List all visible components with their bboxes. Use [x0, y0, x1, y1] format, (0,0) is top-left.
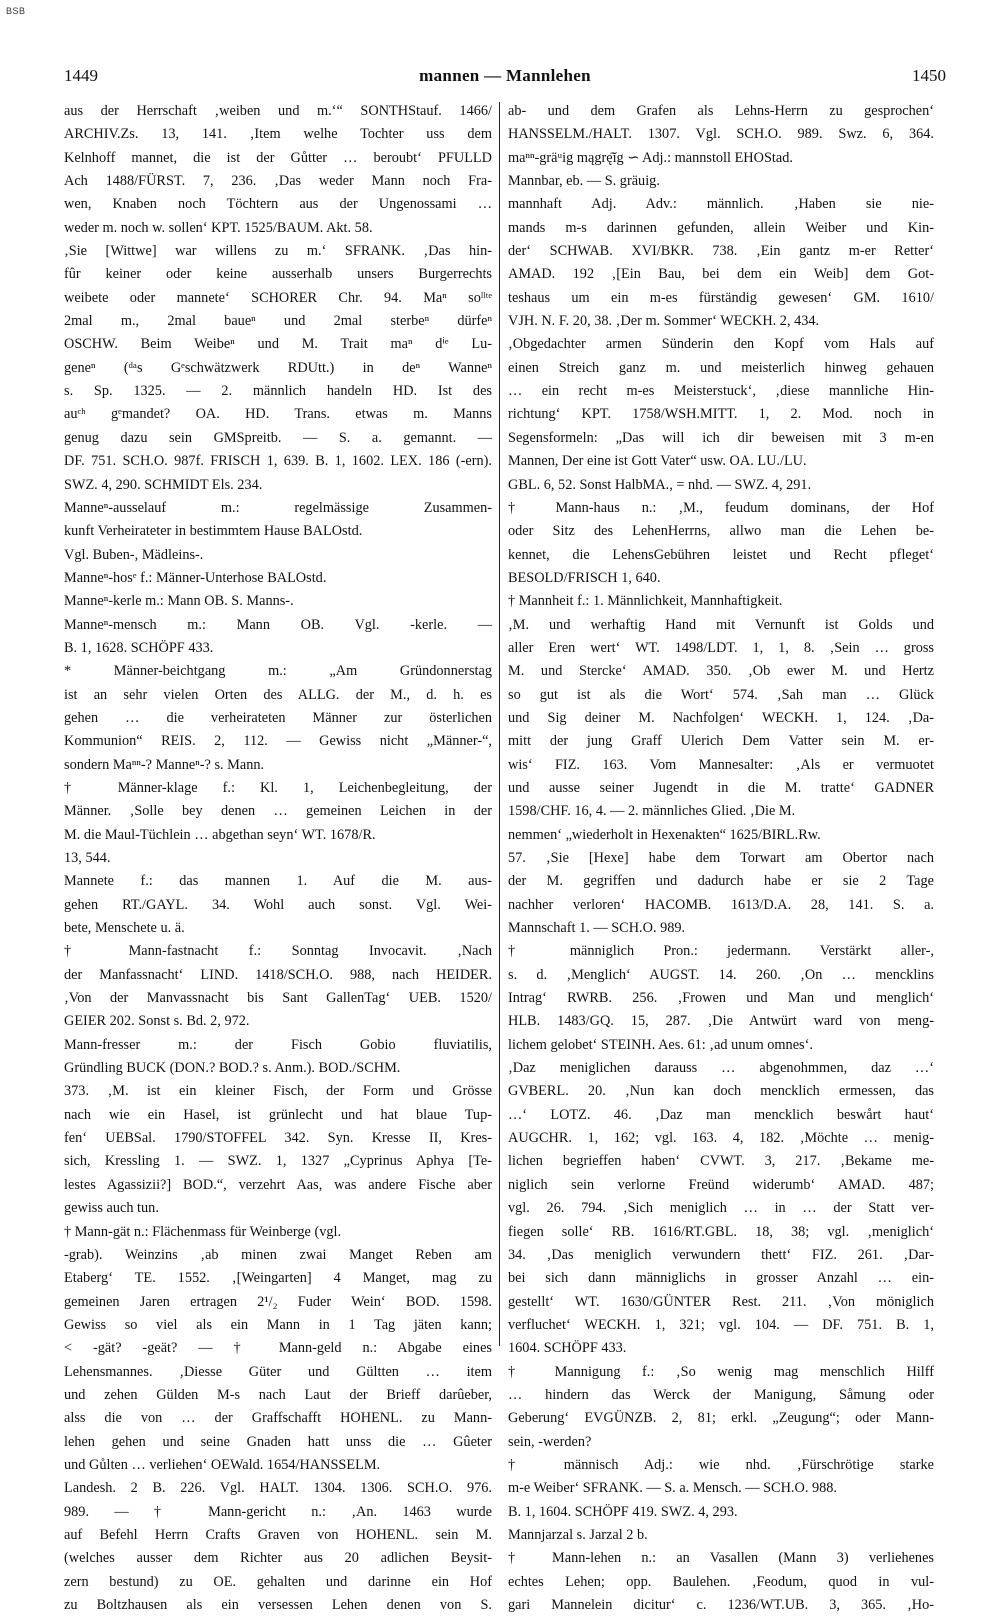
text-line: < -gät? -geät? — † Mann-geld n.: Abgabe eines — [64, 1340, 492, 1357]
text-line: GEIER 202. Sonst s. Bd. 2, 972. — [64, 1013, 250, 1030]
text-line: Kelnhoff mannet, die ist der Gůtter … beroubt‘ PFULLD — [64, 149, 492, 166]
text-line: zern bestund) zu OE. gehalten und darinne ein Hof — [64, 1573, 492, 1590]
text-line: Manneⁿ-hosᵉ f.: Männer-Unterhose BALOstd. — [64, 569, 327, 586]
text-line: B. 1, 1604. SCHÖPF 419. SWZ. 4, 293. — [508, 1503, 738, 1520]
text-line: kunft Verheirateter in bestimmtem Hause BALOstd. — [64, 523, 363, 540]
text-line: GBL. 6, 52. Sonst HalbMA., = nhd. — SWZ. 4, 291. — [508, 476, 812, 493]
text-line: weibete oder mannete‘ SCHORER Chr. 94. Maⁿ soˡˡᵗᵉ — [64, 289, 492, 306]
text-line: geneⁿ (ᵈᵃs Gᵉschwätzwerk RDUtt.) in deⁿ Wanneⁿ — [64, 359, 492, 376]
text-line: so gut ist als die Wort‘ 574. ‚Sah man … Glück — [508, 686, 934, 703]
text-line: aus der Herrschaft ‚weiben und m.‘“ SONTHStauf. 1466/ — [64, 103, 492, 119]
text-line: bete, Menschete u. ä. — [64, 920, 185, 937]
text-line: …‘ LOTZ. 46. ‚Daz man mencklich beswårt haut‘ — [508, 1106, 934, 1123]
text-line: der Manfassnacht‘ LIND. 1418/SCH.O. 988, nach HEIDER. — [64, 966, 492, 983]
text-line: ab- und dem Grafen als Lehns-Herrn zu gesprochen‘ — [508, 103, 934, 119]
text-line: † Mann-haus n.: ‚M., feudum dominans, der Hof — [508, 499, 934, 516]
library-stamp: BSB — [6, 6, 26, 16]
text-line: alss die von … der Graffschafft HOHENL. zu Mann- — [64, 1410, 492, 1427]
text-line: B. 1, 1628. SCHÖPF 433. — [64, 639, 214, 656]
text-line: einen Streich ganz m. und meisterlich hinweg gehauen — [508, 359, 934, 376]
text-line: kennet, die LehensGebühren leistet und Recht pfleget‘ — [508, 546, 934, 563]
text-line: 373. ‚M. ist ein kleiner Fisch, der Form und Grösse — [64, 1083, 492, 1100]
text-line: Mannjarzal s. Jarzal 2 b. — [508, 1526, 648, 1543]
text-line: Ach 1488/FÜRST. 7, 236. ‚Das weder Mann noch Fra- — [64, 173, 492, 190]
text-line: ‚Obgedachter armen Sünderin den Kopf vom Hals auf — [508, 336, 934, 353]
text-line: Männer. ‚Solle bey denen … gemeinen Leichen in der — [64, 803, 492, 820]
text-line: HLB. 1483/GQ. 15, 287. ‚Die Antwürt ward von meng- — [508, 1013, 934, 1030]
text-line: Intrag‘ RWRB. 256. ‚Frowen und Man und menglich‘ — [508, 990, 934, 1007]
text-line: lichem gelobet‘ STEINH. Aes. 61: ‚ad unum omnes‘. — [508, 1036, 813, 1053]
text-line: … hindern das Werck der Manigung, Såmung oder — [508, 1386, 934, 1403]
text-line: DF. 751. SCH.O. 987f. FRISCH 1, 639. B. 1, 1602. LEX. 186 (-ern). — [64, 453, 492, 470]
text-line: Manneⁿ-ausselauf m.: regelmässige Zusammen- — [64, 499, 492, 516]
text-line: † Mannigung f.: ‚So wenig mag menschlich Hilff — [508, 1363, 934, 1380]
text-line: Kommunion“ REIS. 2, 112. — Gewiss nicht „Männer-“, — [64, 733, 492, 750]
text-line: ‚M. und werhaftig Hand mit Vernunft ist Golds und — [508, 616, 934, 633]
text-line: AUGCHR. 1, 162; vgl. 163. 4, 182. ‚Möchte … menig- — [508, 1130, 934, 1147]
text-line: -grab). Weinzins ‚ab minen zwai Manget Reben am — [64, 1246, 492, 1263]
text-line: VJH. N. F. 20, 38. ‚Der m. Sommer‘ WECKH. 2, 434. — [508, 313, 820, 330]
page-header — [64, 66, 946, 94]
text-line: verfluchet‘ WECKH. 1, 321; vgl. 104. — DF. 751. B. 1, — [508, 1316, 934, 1333]
text-line: gari Mannelein dicitur‘ c. 1236/WT.UB. 3, 365. ‚Ho- — [508, 1597, 934, 1613]
text-line: Mann-fresser m.: der Fisch Gobio fluviatilis, — [64, 1036, 492, 1053]
text-line: Mannete f.: das mannen 1. Auf die M. aus- — [64, 873, 492, 890]
text-line: ist an sehr vielen Orten des ALLG. der M., d. h. es — [64, 686, 492, 703]
page-number-left: 1449 — [64, 66, 98, 85]
text-line: gestellt‘ WT. 1630/GÜNTER Rest. 211. ‚Von möniglich — [508, 1293, 934, 1310]
text-line: ‚Von der Manvassnacht bis Sant GallenTag‘ UEB. 1520/ — [64, 990, 492, 1007]
text-line: … ein recht m-es Meisterstuck‘, ‚diese mannliche Hin- — [508, 383, 934, 400]
text-line: † Männer-klage f.: Kl. 1, Leichenbegleitung, der — [64, 779, 492, 796]
text-line: genug dazu sein GMSpreitb. — S. a. gemannt. — — [64, 429, 492, 446]
text-line: echtes Lehen; opp. Baulehen. ‚Feodum, quod in vul- — [508, 1573, 934, 1590]
right-column — [508, 100, 934, 1617]
text-line: nach wie ein Hasel, ist grünlecht und hat blaue Tup- — [64, 1106, 492, 1123]
text-line: HANSSELM./HALT. 1307. Vgl. SCH.O. 989. Swz. 6, 364. — [508, 126, 934, 143]
text-line: mands m-s darinnen gefunden, allein Weiber und Kin- — [508, 219, 934, 236]
page-number-right: 1450 — [912, 66, 946, 85]
text-line: auf Befehl Herrn Crafts Graven von HOHENL. sein M. — [64, 1526, 492, 1543]
text-line: und zehen Gülden M-s nach Laut der Brieff darûeber, — [64, 1386, 492, 1403]
text-line: sein, -werden? — [508, 1433, 592, 1450]
text-line: † Mannheit f.: 1. Männlichkeit, Mannhaftigkeit. — [508, 593, 783, 610]
text-line: mannhaft Adj. Adv.: männlich. ‚Haben sie nie- — [508, 196, 934, 213]
text-line: Manneⁿ-kerle m.: Mann OB. S. Manns-. — [64, 593, 294, 610]
text-line: 989. — † Mann-gericht n.: ‚An. 1463 wurde — [64, 1503, 492, 1520]
text-line: Vgl. Buben-, Mädleins-. — [64, 546, 204, 563]
text-line: Gründling BUCK (DON.? BOD.? s. Anm.). BOD./SCHM. — [64, 1060, 401, 1077]
text-line: † Mann-gät n.: Flächenmass für Weinberge (vgl. — [64, 1223, 342, 1240]
text-line: und ausse seiner Jugendt in die M. tratte‘ GADNER — [508, 779, 934, 796]
text-line: 13, 544. — [64, 850, 111, 866]
text-line: 1604. SCHÖPF 433. — [508, 1340, 627, 1357]
text-line: * Männer-beichtgang m.: „Am Gründonnerstag — [64, 663, 492, 680]
text-line: Mannen, Der eine ist Gott Vater“ usw. OA. LU./LU. — [508, 453, 807, 470]
text-line: † Mann-lehen n.: an Vasallen (Mann 3) verliehenes — [508, 1550, 934, 1567]
text-line: OSCHW. Beim Weibeⁿ und M. Trait maⁿ dⁱᵉ Lu- — [64, 336, 492, 353]
text-line: M. die Maul-Tüchlein … abgethan seyn‘ WT. 1678/R. — [64, 826, 376, 843]
text-line: fiegen solle‘ RB. 1616/RT.GBL. 18, 38; vgl. ‚meniglich‘ — [508, 1223, 934, 1240]
text-line: der‘ SCHWAB. XVI/BKR. 738. ‚Ein gantz m-er Retter‘ — [508, 243, 934, 260]
text-line: Landesh. 2 B. 226. Vgl. HALT. 1304. 1306. SCH.O. 976. — [64, 1480, 492, 1497]
text-line: (welches ausser dem Richter aus 20 adlichen Beysit- — [64, 1550, 492, 1567]
text-line: maⁿⁿ-gräᵘig mągrę̄ĭg ∽ Adj.: mannstoll EHOStad. — [508, 149, 793, 166]
text-line: gemeinen Jaren ertragen 2¹/₂ Fuder Wein‘ BOD. 1598. — [64, 1293, 492, 1310]
left-column — [64, 100, 492, 1617]
text-line: sich, Kressling 1. — SWZ. 1, 1327 „Cyprinus Aphya [Te- — [64, 1153, 492, 1170]
text-line: lehen gehen und seine Gnaden hatt unss die … Gûeter — [64, 1433, 492, 1450]
text-line: wen, Knaben noch Töchtern aus der Ungenossami … — [64, 196, 492, 213]
text-line: Manneⁿ-mensch m.: Mann OB. Vgl. -kerle. — — [64, 616, 492, 633]
text-line: Mannbar, eb. — S. gräuig. — [508, 173, 660, 190]
text-line: wis‘ FIZ. 163. Vom Mannesalter: ‚Als er vermuotet — [508, 756, 934, 773]
text-line: fen‘ UEBSal. 1790/STOFFEL 342. Syn. Kresse II, Kres- — [64, 1130, 492, 1147]
text-line: mitt der jung Graff Ulerich Dem Vatter sein M. er- — [508, 733, 934, 750]
text-line: ARCHIV.Zs. 13, 141. ‚Item welhe Tochter uss dem — [64, 126, 492, 143]
text-line: gehen … die verheirateten Männer zur österlichen — [64, 709, 492, 726]
text-line: M. und Stercke‘ AMAD. 350. ‚Ob ewer M. und Hertz — [508, 663, 934, 680]
text-line: nemmen‘ „wiederholt in Hexenakten“ 1625/BIRL.Rw. — [508, 826, 821, 843]
text-line: oder Sitz des LehenHerrns, allwo man die Lehen be- — [508, 523, 934, 540]
text-line: nachher verloren‘ HACOMB. 1613/D.A. 28, 141. S. a. — [508, 896, 934, 913]
text-line: zu Boltzhausen als ein versessen Lehen denen von S. — [64, 1597, 492, 1613]
text-line: auᶜʰ gᵉmandet? OA. HD. Trans. etwas m. Manns — [64, 406, 492, 423]
text-line: gehen RT./GAYL. 34. Wohl auch sonst. Vgl. Wei- — [64, 896, 492, 913]
text-line: 2mal m., 2mal baueⁿ und 2mal sterbeⁿ dürfeⁿ — [64, 313, 492, 330]
text-line: bei sich dann männiglichs in grosser Anzahl … ein- — [508, 1270, 934, 1287]
running-title: mannen — Mannlehen — [419, 66, 591, 85]
text-line: † Mann-fastnacht f.: Sonntag Invocavit. ‚Nach — [64, 943, 492, 960]
text-line: niglich sein verlorne Freünd widerumb‘ AMAD. 487; — [508, 1176, 934, 1193]
text-line: 57. ‚Sie [Hexe] habe dem Torwart am Obertor nach — [508, 850, 934, 866]
text-line: richtung‘ KPT. 1758/WSH.MITT. 1, 2. Mod. noch in — [508, 406, 934, 423]
text-line: aller Eren wert‘ WT. 1498/LDT. 1, 1, 8. ‚Sein … gross — [508, 639, 934, 656]
text-line: AMAD. 192 ‚[Ein Bau, bei dem ein Weib] dem Got- — [508, 266, 934, 283]
text-line: vgl. 26. 794. ‚Sich meniglich … in … der Statt ver- — [508, 1200, 934, 1217]
text-line: gewiss auch tun. — [64, 1200, 159, 1217]
text-line: lestes Agassizii?] BOD.“, verzehrt Aas, was andere Fische aber — [64, 1176, 492, 1193]
text-line: sondern Maⁿⁿ-? Manneⁿ-? s. Mann. — [64, 756, 265, 773]
column-divider — [499, 102, 500, 1346]
text-line: GVBERL. 20. ‚Nun kan doch mencklich ermessen, das — [508, 1083, 934, 1100]
text-line: ‚Daz meniglichen darauss … abgenohmmen, daz …‘ — [508, 1060, 934, 1077]
text-line: Etaberg‘ TE. 1552. ‚[Weingarten] 4 Manget, mag zu — [64, 1270, 492, 1287]
text-line: Mannschaft 1. — SCH.O. 989. — [508, 920, 686, 937]
text-line: m-e Weiber‘ SFRANK. — S. a. Mensch. — SCH.O. 988. — [508, 1480, 837, 1497]
text-line: und Gůlten … verliehen‘ OEWald. 1654/HANSSELM. — [64, 1456, 381, 1473]
text-line: Lehensmannes. ‚Diesse Güter und Gültten … item — [64, 1363, 492, 1380]
text-line: † männisch Adj.: wie nhd. ‚Fürschrötige starke — [508, 1456, 934, 1473]
text-line: Geberung‘ EVGÜNZB. 2, 81; erkl. „Zeugung“; oder Mann- — [508, 1410, 934, 1427]
text-line: ‚Sie [Wittwe] war willens zu m.‘ SFRANK. ‚Das hin- — [64, 243, 492, 260]
text-line: fûr keiner oder keine ausserhalb unsers Burgerrechts — [64, 266, 492, 283]
text-line: teshaus um ein m-es fürständig gewesen‘ GM. 1610/ — [508, 289, 934, 306]
text-line: der M. gegriffen und dadurch habe er sie 2 Tage — [508, 873, 934, 890]
text-line: und Sig deiner M. Nachfolgen‘ WECKH. 1, 124. ‚Da- — [508, 709, 934, 726]
text-line: SWZ. 4, 290. SCHMIDT Els. 234. — [64, 476, 263, 493]
text-line: † männiglich Pron.: jedermann. Verstärkt aller-, — [508, 943, 934, 960]
text-line: Gewiss so viel als ein Mann in 1 Tag jäten kann; — [64, 1316, 492, 1333]
text-line: lichen begrieffen haben‘ CVWT. 3, 217. ‚Bekame me- — [508, 1153, 934, 1170]
text-line: BESOLD/FRISCH 1, 640. — [508, 569, 661, 586]
text-line: weder m. noch w. sollen‘ KPT. 1525/BAUM. Akt. 58. — [64, 219, 373, 236]
text-line: s. d. ‚Menglich‘ AUGST. 14. 260. ‚On … mencklins — [508, 966, 934, 983]
text-line: 1598/CHF. 16, 4. — 2. männliches Glied. ‚Die M. — [508, 803, 796, 820]
text-line: 34. ‚Das meniglich verwundern thett‘ FIZ. 261. ‚Dar- — [508, 1246, 934, 1263]
text-line: s. Sp. 1325. — 2. männlich handeln HD. Ist des — [64, 383, 492, 400]
text-line: Segensformeln: „Das will ich dir beweisen mit 3 m-en — [508, 429, 934, 446]
